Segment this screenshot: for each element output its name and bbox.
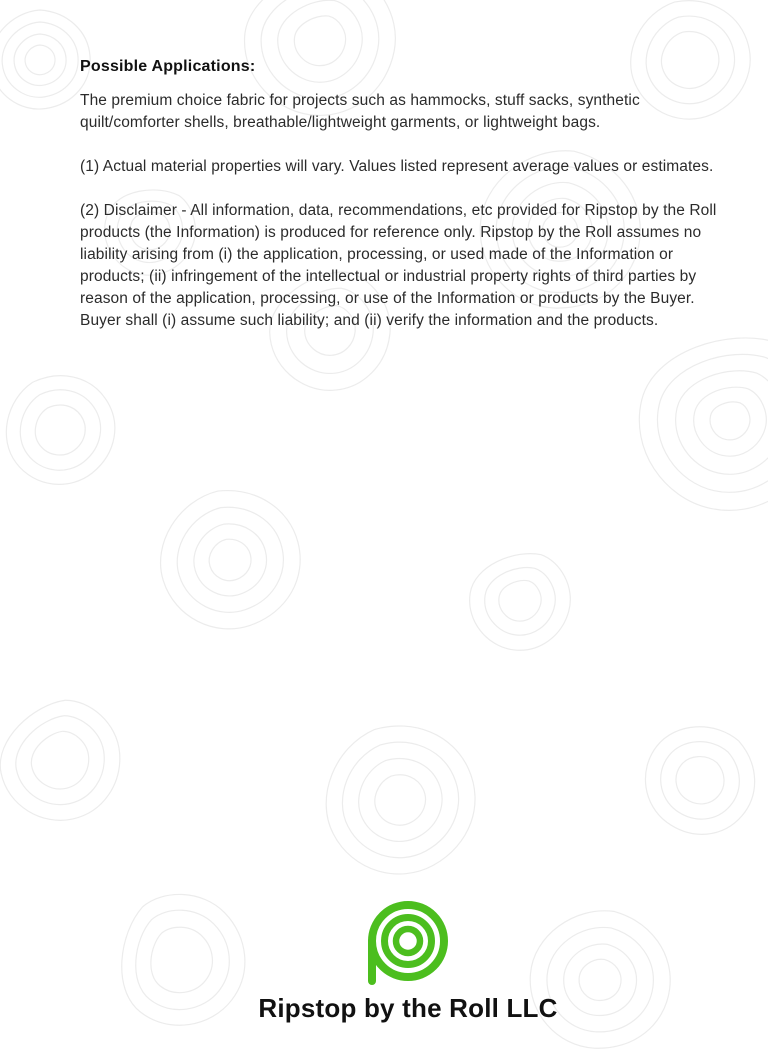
document-content [80,56,730,354]
paragraph-intro: The premium choice fabric for projects such as hammocks, stuff sacks, synthetic quilt/comforter shells, breathable/lightweight garments, or lightweight bags. [80,92,640,131]
section-heading: Possible Applications: [80,58,256,75]
footer-brand-block [24,901,768,1021]
footnote-1: (1) Actual material properties will vary. Values listed represent average values or estimates. [80,158,714,175]
company-name: Ripstop by the Roll LLC [258,993,558,1023]
footnote-2-disclaimer: (2) Disclaimer - All information, data, recommendations, etc provided for Ripstop by the Roll products (the Information) is produced for reference only. Ripstop by the Roll assumes no liability arising from (i) the application, processing, or used made of the Information or products; (ii) infringement of the intellectual or industrial property rights of third parties by reason of the application, processing, or use of the Information or products by the Buyer. Buyer shall (i) assume such liability; and (ii) verify the information and the products. [80,202,717,329]
ripstop-roll-logo-icon [368,901,448,986]
